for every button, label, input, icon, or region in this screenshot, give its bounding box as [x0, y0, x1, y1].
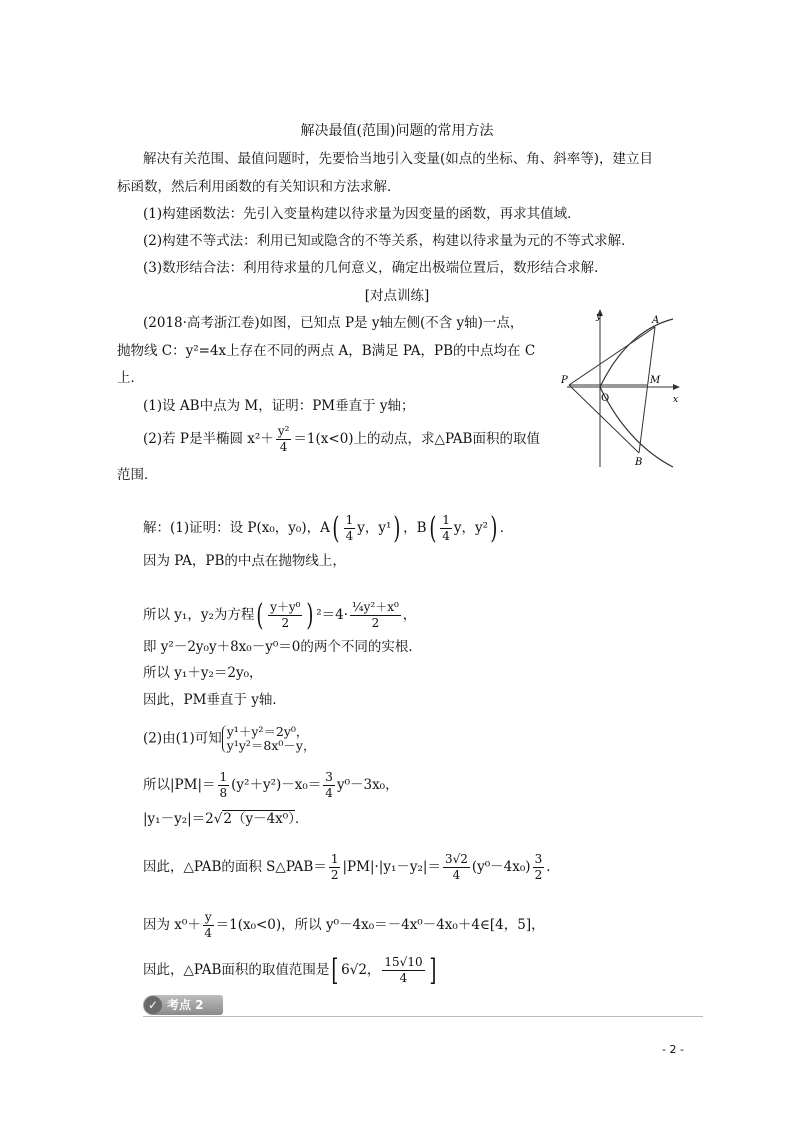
solution-line-12: 因此，△PAB面积的取值范围是[ 6√2， $\frac{15√10}{4}$ ] [143, 952, 436, 988]
x-axis-arrow [673, 384, 680, 390]
solution-line-2: 因为 PA，PB的中点在抛物线上， [143, 553, 346, 569]
label-y: y [596, 312, 602, 322]
problem-line-1: (2018·高考浙江卷)如图，已知点 P是 y轴左侧(不含 y轴)一点， [143, 315, 524, 331]
divider [143, 1016, 703, 1017]
parabola-curve [600, 319, 673, 467]
segment-pa [569, 327, 655, 385]
solution-line-11: 因为 x⁰＋ $\frac{y}{4}$ ＝1(x₀<0)，所以 y⁰－4x₀＝－4x⁰－4x₀＋4∈[4，5]， [143, 910, 545, 940]
question-2-line-2: 范围． [117, 467, 158, 483]
intro-line-2: 标函数，然后利用函数的有关知识和方法求解． [117, 179, 401, 195]
solution-line-6: 因此，PM垂直于 y轴． [143, 692, 286, 708]
label-o: O [601, 393, 610, 404]
solution-line-1: 解：(1)证明：设 P(x₀，y₀)，A( $\frac{1}{4}$ y，y¹) ，B( $\frac{1}{4}$ y，y²) ． [143, 510, 514, 546]
equation-system: y¹＋y²＝2y⁰， y¹y²＝8x⁰－y， [222, 725, 316, 753]
method-3: (3)数形结合法：利用待求量的几何意义，确定出极端位置后，数形结合求解． [143, 260, 608, 276]
label-m: M [650, 375, 661, 386]
solution-line-10: 因此，△PAB的面积 S△PAB＝ $\frac{1}{2}$ |PM|·|y₁－y₂|＝ $\frac{3√2}{4}$ (y⁰－4x₀) $\frac{3}{2}$ ． [143, 852, 560, 882]
intro-line-1: 解决有关范围、最值问题时，先要恰当地引入变量(如点的坐标、角、斜率等)，建立目 [143, 151, 654, 167]
section-title: 解决最值(范围)问题的常用方法 [300, 123, 494, 139]
parabola-figure [555, 307, 685, 472]
method-2: (2)构建不等式法：利用已知或隐含的不等关系，构建以待求量为元的不等式求解． [143, 233, 635, 249]
label-p: P [561, 375, 568, 386]
question-2: (2)若 P是半椭圆 x²＋ $\frac{\text{y²}}{4}$ ＝1(x<0)上的动点，求△PAB面积的取值 [143, 424, 540, 454]
problem-line-3: 上． [117, 370, 144, 386]
label-b: B [635, 457, 643, 468]
solution-line-8: 所以|PM|＝ $\frac{1}{8}$ (y²＋y²)－x₀＝ $\frac{3}{4}$ y⁰－3x₀， [143, 770, 399, 800]
check-icon: ✓ [144, 996, 162, 1014]
practice-heading: [对点训练] [364, 288, 430, 304]
problem-line-2: 抛物线 C：y²=4x上存在不同的两点 A，B满足 PA，PB的中点均在 C [117, 343, 536, 359]
page-number: - 2 - [662, 1043, 684, 1056]
label-x: x [673, 395, 679, 405]
solution-line-9: |y₁－y₂|＝2√2（y－4x⁰）． [143, 811, 309, 827]
segment-ab [639, 327, 655, 453]
topic-badge-label: 考点 2 [167, 998, 204, 1012]
topic-badge [143, 995, 223, 1015]
question-1: (1)设 AB中点为 M，证明：PM垂直于 y轴； [143, 398, 415, 414]
solution-line-7: (2)由(1)可知 y¹＋y²＝2y⁰， y¹y²＝8x⁰－y， [143, 724, 316, 753]
label-a: A [652, 315, 660, 326]
solution-line-4: 即 y²－2y₀y＋8x₀－y⁰＝0的两个不同的实根． [143, 639, 422, 655]
solution-line-3: 所以 y₁，y₂为方程( $\frac{\text{y＋y⁰}}{2}$ ) ²＝4· $\frac{\text{¼y²＋x⁰}}{2}$ ， [143, 597, 417, 633]
solution-line-5: 所以 y₁＋y₂＝2y₀， [143, 665, 263, 681]
method-1: (1)构建函数法：先引入变量构建以待求量为因变量的函数，再求其值域． [143, 206, 581, 222]
fraction: $\frac{\text{y²}}{4}$ [277, 424, 290, 454]
